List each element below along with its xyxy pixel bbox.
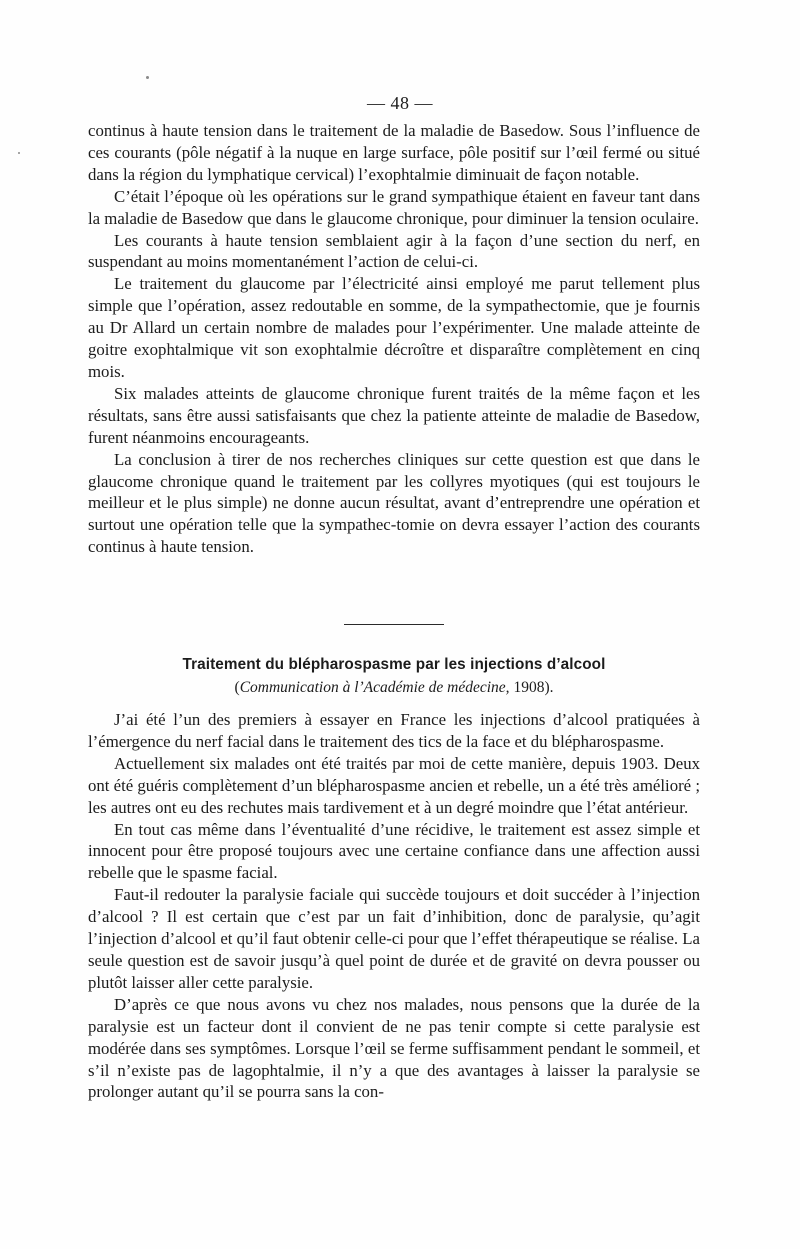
paragraph: D’après ce que nous avons vu chez nos malades, nous pensons que la durée de la paralysie est un facteur dont il convient de ne pas tenir compte si cette paralysie est modérée dans ses symptômes. Lorsque l’œil se ferme suffisamment pendant le sommeil, et s’il n’existe pas de lagophtalmie, il n’y a que des avantages à laisser la paralysie se prolonger autant qu’il se pourra sans la con- — [88, 994, 700, 1102]
subtitle-year: 1908). — [509, 679, 554, 696]
section-divider — [344, 624, 444, 625]
paragraph: Six malades atteints de glaucome chronique furent traités de la même façon et les résultats, sans être aussi satisfaisants que chez la patiente atteinte de maladie de Basedow, furent néanmoins encourageants. — [88, 383, 700, 447]
paragraph: J’ai été l’un des premiers à essayer en France les injections d’alcool pratiquées à l’émergence du nerf facial dans le traitement des tics de la face et du blépharospasme. — [88, 710, 700, 751]
print-speck — [146, 76, 149, 79]
paragraph: C’était l’époque où les opérations sur le grand sympathique étaient en faveur tant dans la maladie de Basedow que dans le glaucome chronique, pour diminuer la tension oculaire. — [88, 186, 700, 228]
page-number: — 48 — — [367, 93, 433, 113]
paragraph: Le traitement du glaucome par l’électricité ainsi employé me parut tellement plus simple que l’opération, assez redoutable en somme, de la sympathectomie, que je fournis au Dr Allard un certain nombre de malades pour l’expérimenter. Une malade atteinte de goitre exophtalmique vit son exophtalmie décroître et disparaître complètement en cinq mois. — [88, 274, 700, 381]
section-subtitle — [88, 679, 700, 697]
section-title: Traitement du blépharospasme par les injections d’alcool — [182, 656, 606, 673]
paragraph: continus à haute tension dans le traitement de la maladie de Basedow. Sous l’influence de ces courants (pôle négatif à la nuque en large surface, pôle positif sur l’œil fermé ou situé dans la région du lymphatique cervical) l’exophtalmie diminuait de façon notable. — [88, 121, 700, 184]
subtitle-publication: Communication à l’Académie de médecine, — [239, 679, 510, 696]
paragraph: Actuellement six malades ont été traités par moi de cette manière, depuis 1903. Deux ont été guéris complètement d’un blépharospasme ancien et rebelle, un a été très amélioré ; les autres ont eu des rechutes mais tardivement et à un degré moindre que l’état antérieur. — [88, 753, 700, 817]
print-speck — [18, 152, 20, 154]
paragraph: Les courants à haute tension semblaient agir à la façon d’une section du nerf, en suspendant au moins momentanément l’action de celui-ci. — [88, 230, 700, 272]
subtitle-open-paren: ( — [234, 679, 240, 696]
paragraph: La conclusion à tirer de nos recherches cliniques sur cette question est que dans le glaucome chronique quand le traitement par les collyres myotiques (qui est toujours le meilleur et le plus simple) ne donne aucun résultat, avant d’entreprendre une opération et surtout une opération telle que la sympathec-tomie on devra essayer l’action des courants continus à haute tension. — [88, 449, 700, 557]
paragraph: Faut-il redouter la paralysie faciale qui succède toujours et doit succéder à l’injection d’alcool ? Il est certain que c’est par un fait d’inhibition, donc de paralysie, qu’agit l’injection d’alcool et qu’il faut obtenir celle-ci pour que l’effet thérapeutique se réalise. La seule question est de savoir jusqu’à quel point de durée et de gravité on devra pousser ou plutôt laisser aller cette paralysie. — [88, 885, 700, 992]
paragraph: En tout cas même dans l’éventualité d’une récidive, le traitement est assez simple et innocent pour être proposé toujours avec une certaine confiance dans une affection aussi rebelle que le spasme facial. — [88, 819, 700, 883]
body-text-lower — [88, 709, 700, 1103]
body-text-upper — [88, 120, 700, 558]
